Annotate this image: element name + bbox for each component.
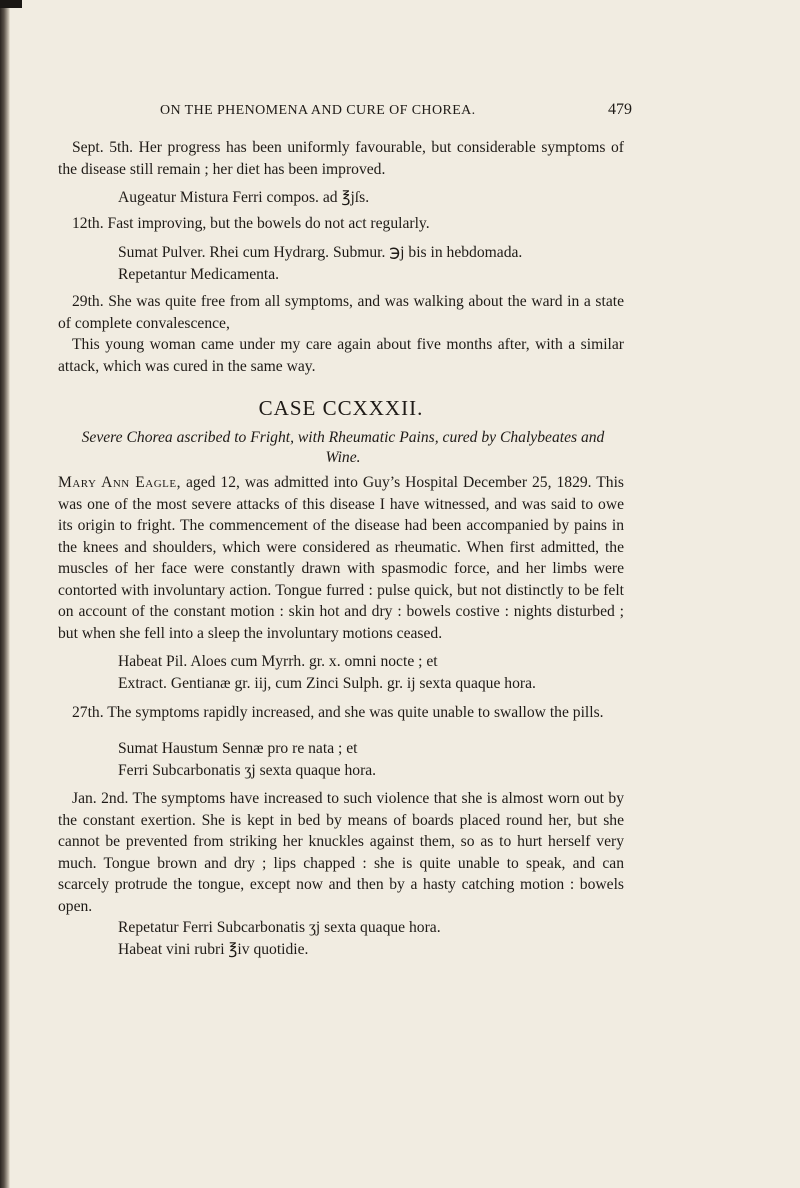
case-subtitle: Severe Chorea ascribed to Fright, with Rheumatic Pains, cured by Chalybeates and Wine. bbox=[81, 429, 605, 466]
page-corner-shadow bbox=[0, 0, 22, 8]
case-intro-text: aged 12, was admitted into Guy’s Hospital December 25, 1829. This was one of the most severe attacks of this disease I have witnessed, and was said to owe its origin to fright. The commencement of the disease had been accompanied by pains in the knees and shoulders, which were considered as rheumatic. When first admitted, the muscles of her face were constantly drawn with spasmodic force, and her limbs were contorted with involuntary action. Tongue furred : pulse quick, but not distinctly to be felt on account of the constant motion : skin hot and dry : bowels costive : nights disturbed ; but when she fell into a sleep the involuntary motions ceased. bbox=[58, 474, 624, 642]
case-intro bbox=[58, 472, 624, 644]
prescription-line: Repetatur Ferri Subcarbonatis ʒj sexta quaque hora. bbox=[118, 919, 441, 936]
paragraph-27th: 27th. The symptoms rapidly increased, and she was quite unable to swallow the pills. bbox=[72, 704, 604, 721]
paragraph-12th: 12th. Fast improving, but the bowels do not act regularly. bbox=[72, 215, 430, 232]
prescription-line: Sumat Pulver. Rhei cum Hydrarg. Submur. ℈j bis in hebdomada. bbox=[118, 244, 523, 261]
prescription-5 bbox=[58, 917, 624, 960]
page-number: 479 bbox=[608, 101, 632, 118]
prescription-3 bbox=[58, 651, 624, 694]
page-binding-edge bbox=[0, 0, 10, 1188]
paragraph-jan-2: Jan. 2nd. The symptoms have increased to such violence that she is almost worn out by the constant exertion. She is kept in bed by means of boards placed round her, but she cannot be prevented from striking her knuckles against them, so as to hurt herself very much. Tongue brown and dry ; lips chapped : she is quite unable to speak, and can scarcely protrude the tongue, except now and then by a hasty catching motion : bowels open. bbox=[58, 790, 624, 915]
prescription-line: Habeat Pil. Aloes cum Myrrh. gr. x. omni nocte ; et bbox=[118, 653, 438, 670]
entry-27th bbox=[58, 702, 624, 724]
prescription-line: Extract. Gentianæ gr. iij, cum Zinci Sulph. gr. ij sexta quaque hora. bbox=[118, 674, 536, 692]
entry-12th bbox=[58, 213, 624, 235]
paragraph-29th: 29th. She was quite free from all symptoms, and was walking about the ward in a state of complete convalescence, bbox=[58, 293, 624, 332]
case-subtitle-block bbox=[70, 428, 616, 468]
prescription-2 bbox=[58, 242, 624, 285]
prescription-line: Ferri Subcarbonatis ʒj sexta quaque hora. bbox=[118, 761, 377, 779]
running-head: ON THE PHENOMENA AND CURE OF CHOREA. bbox=[160, 103, 476, 118]
case-title: CASE CCXXXII. bbox=[258, 396, 424, 420]
prescription-line: Repetantur Medicamenta. bbox=[118, 265, 280, 283]
entry-sept-5 bbox=[58, 137, 624, 180]
entry-29th bbox=[58, 291, 624, 377]
patient-name: Mary Ann Eagle, bbox=[58, 474, 181, 491]
entry-jan-2 bbox=[58, 788, 624, 917]
case-heading bbox=[58, 398, 624, 420]
case-intro-paragraph bbox=[58, 472, 624, 644]
prescription-4 bbox=[58, 738, 624, 781]
paragraph-sept-5: Sept. 5th. Her progress has been uniformly favourable, but considerable symptoms of the disease still remain ; her diet has been improved. bbox=[58, 139, 624, 178]
prescription-line: Habeat vini rubri ℥iv quotidie. bbox=[118, 940, 309, 958]
prescription-1 bbox=[58, 187, 624, 209]
prescription-line: Sumat Haustum Sennæ pro re nata ; et bbox=[118, 740, 358, 757]
paragraph-recurrence: This young woman came under my care again about five months after, with a similar attack, which was cured in the same way. bbox=[58, 336, 624, 375]
prescription-line: Augeatur Mistura Ferri compos. ad ℥jſs. bbox=[118, 189, 370, 206]
